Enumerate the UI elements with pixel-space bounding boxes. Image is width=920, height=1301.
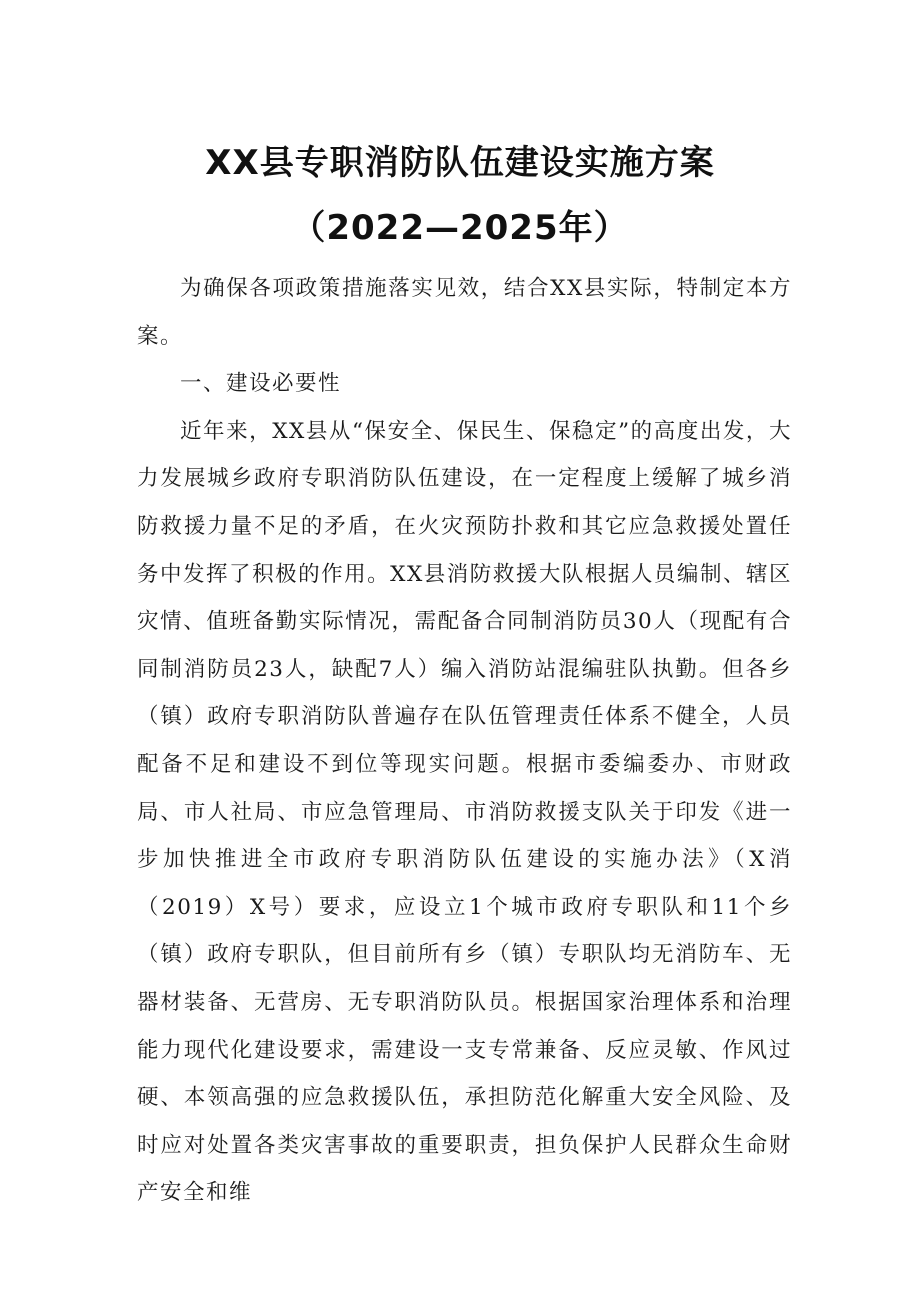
- document-title: XX县专职消防队伍建设实施方案: [205, 143, 715, 183]
- document-subtitle: （2022—2025年）: [291, 208, 629, 248]
- intro-paragraph: 为确保各项政策措施落实见效，结合XX县实际，特制定本方案。: [137, 276, 792, 349]
- section-paragraph: 近年来，XX县从“保安全、保民生、保稳定”的高度出发，大力发展城乡政府专职消防队伍建设，在一定程度上缓解了城乡消防救援力量不足的矛盾，在火灾预防扑救和其它应急救援处置任务中发挥了积极的作用。XX县消防救援大队根据人员编制、辖区灾情、值班备勤实际情况，需配备合同制消防员30人（现配有合同制消防员23人，缺配7人）编入消防站混编驻队执勤。但各乡（镇）政府专职消防队普遍存在队伍管理责任体系不健全，人员配备不足和建设不到位等现实问题。根据市委编委办、市财政局、市人社局、市应急管理局、市消防救援支队关于印发《进一步加快推进全市政府专职消防队伍建设的实施办法》（X消（2019）X号）要求，应设立1个城市政府专职队和11个乡（镇）政府专职队，但目前所有乡（镇）专职队均无消防车、无器材装备、无营房、无专职消防队员。根据国家治理体系和治理能力现代化建设要求，需建设一支专常兼备、反应灵敏、作风过硬、本领高强的应急救援队伍，承担防范化解重大安全风险、及时应对处置各类灾害事故的重要职责，担负保护人民群众生命财产安全和维: [137, 418, 792, 1206]
- document-body: [137, 265, 792, 1217]
- section-heading: 一、建设必要性: [180, 371, 342, 397]
